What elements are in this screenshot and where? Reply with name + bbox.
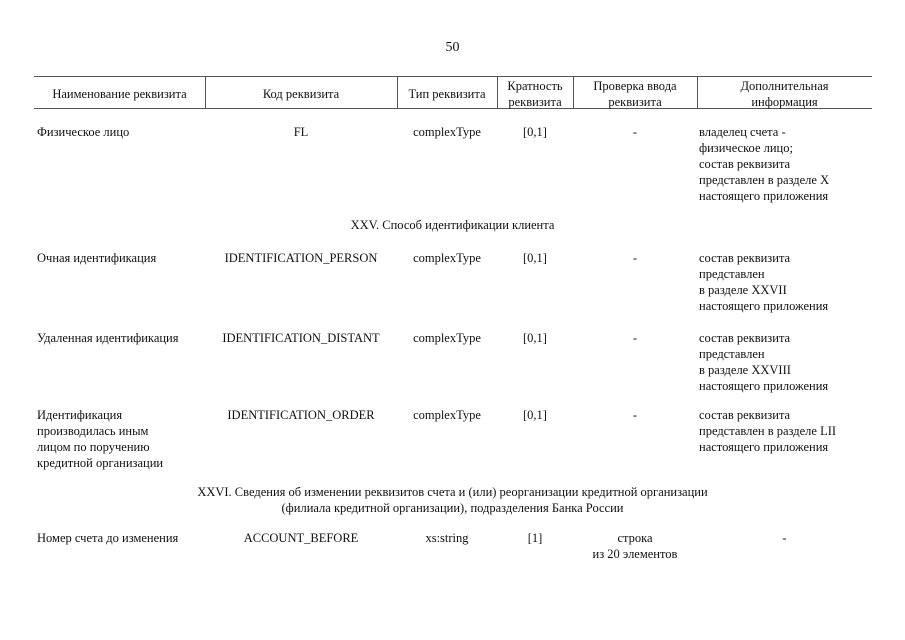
info-line: состав реквизита xyxy=(699,251,791,265)
row-name: Физическое лицо xyxy=(37,125,130,139)
name-line: кредитной организации xyxy=(37,456,164,470)
header-multiplicity-line: реквизита xyxy=(508,95,562,109)
header-additional-info xyxy=(697,78,872,110)
row-type: complexType xyxy=(413,125,481,139)
page-number: 50 xyxy=(445,40,460,55)
row-code: IDENTIFICATION_ORDER xyxy=(227,408,375,422)
name-line: производилась иным xyxy=(37,424,149,438)
row-type: complexType xyxy=(413,408,481,422)
row-name: Номер счета до изменения xyxy=(37,531,179,545)
row-input-check xyxy=(563,530,707,562)
row-additional-info xyxy=(699,250,828,314)
row-code: ACCOUNT_BEFORE xyxy=(243,531,359,545)
row-type: complexType xyxy=(413,331,481,345)
check-line: строка xyxy=(617,531,653,545)
info-line: настоящего приложения xyxy=(699,440,829,454)
section-title: XXV. Способ идентификации клиента xyxy=(350,218,555,232)
row-code: IDENTIFICATION_PERSON xyxy=(224,251,378,265)
info-line: настоящего приложения xyxy=(699,379,829,393)
row-multiplicity: [0,1] xyxy=(523,408,547,422)
row-multiplicity: [0,1] xyxy=(523,125,547,139)
name-line: лицом по поручению xyxy=(37,440,150,454)
section-title-line: (филиала кредитной организации), подразделения Банка России xyxy=(281,501,624,515)
info-line: состав реквизита xyxy=(699,157,791,171)
section-title xyxy=(0,484,905,516)
row-type: complexType xyxy=(413,251,481,265)
info-line: состав реквизита xyxy=(699,331,791,345)
info-line: в разделе XXVII xyxy=(699,283,787,297)
row-name: Очная идентификация xyxy=(37,251,157,265)
info-line: в разделе XXVIII xyxy=(699,363,791,377)
info-line: представлен xyxy=(699,347,765,361)
header-code: Код реквизита xyxy=(262,87,340,101)
row-additional-info xyxy=(699,330,828,394)
row-type: xs:string xyxy=(425,531,469,545)
row-multiplicity: [1] xyxy=(527,531,543,545)
name-line: Идентификация xyxy=(37,408,123,422)
header-input-check-line: реквизита xyxy=(608,95,662,109)
row-multiplicity: [0,1] xyxy=(523,331,547,345)
section-title-line: XXVI. Сведения об изменении реквизитов счета и (или) реорганизации кредитной организации xyxy=(197,485,708,499)
info-line: представлен xyxy=(699,267,765,281)
row-code: IDENTIFICATION_DISTANT xyxy=(222,331,380,345)
info-line: настоящего приложения xyxy=(699,299,829,313)
row-name: Удаленная идентификация xyxy=(37,331,179,345)
info-line: состав реквизита xyxy=(699,408,791,422)
check-line: из 20 элементов xyxy=(592,547,678,561)
header-input-check-line: Проверка ввода xyxy=(593,79,677,93)
row-additional-info: - xyxy=(782,531,787,545)
info-line: владелец счета - xyxy=(699,125,786,139)
info-line: представлен в разделе LII xyxy=(699,424,837,438)
info-line: настоящего приложения xyxy=(699,189,829,203)
header-additional-info-line: информация xyxy=(751,95,818,109)
info-line: физическое лицо; xyxy=(699,141,793,155)
row-input-check: - xyxy=(632,331,638,345)
row-additional-info xyxy=(699,407,836,455)
header-name: Наименование реквизита xyxy=(52,87,187,101)
table-top-rule xyxy=(34,76,872,77)
row-code: FL xyxy=(293,125,309,139)
row-additional-info xyxy=(699,124,829,204)
row-input-check: - xyxy=(632,408,638,422)
header-type: Тип реквизита xyxy=(408,87,486,101)
header-multiplicity-line: Кратность xyxy=(507,79,563,93)
header-additional-info-line: Дополнительная xyxy=(740,79,829,93)
row-name xyxy=(37,407,163,471)
header-multiplicity xyxy=(497,78,573,110)
row-multiplicity: [0,1] xyxy=(523,251,547,265)
info-line: представлен в разделе X xyxy=(699,173,830,187)
row-input-check: - xyxy=(632,125,638,139)
header-input-check xyxy=(573,78,697,110)
row-input-check: - xyxy=(632,251,638,265)
